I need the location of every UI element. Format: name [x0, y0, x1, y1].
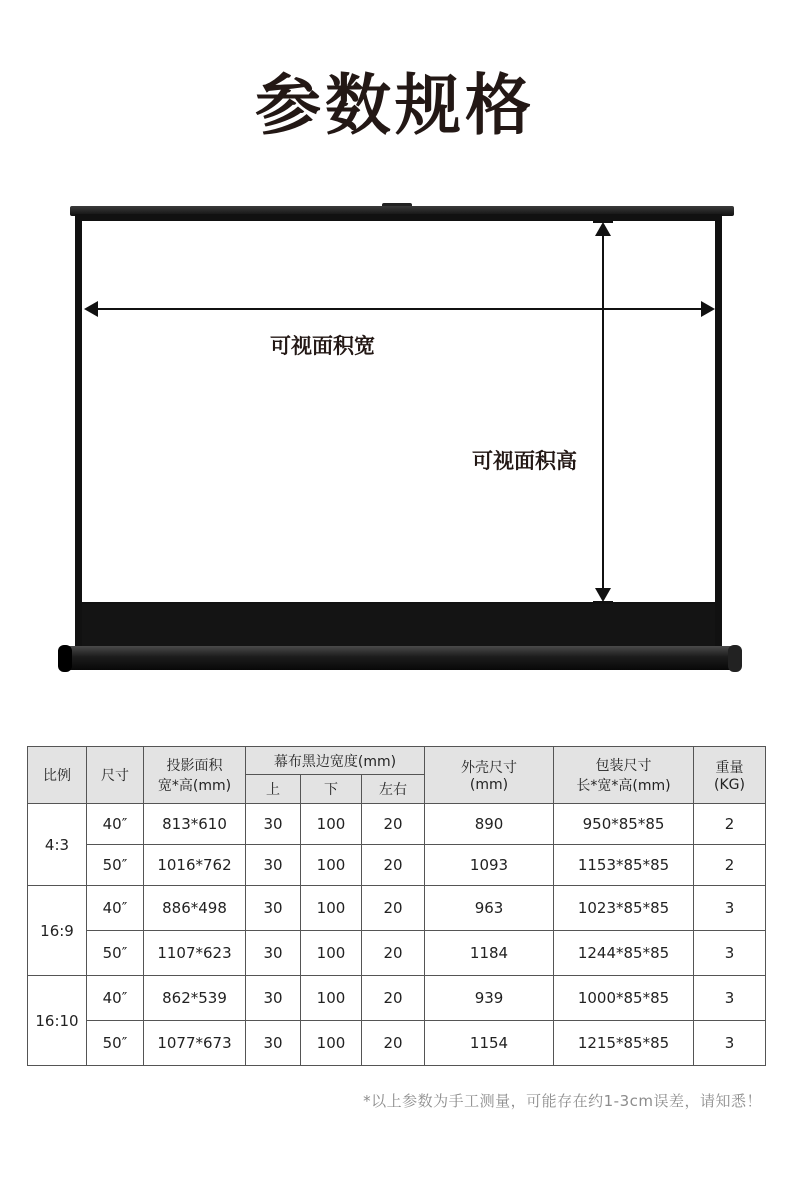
cell-border-top: 30: [246, 804, 301, 845]
cell-shell: 963: [425, 886, 554, 931]
table-row: [28, 1021, 766, 1066]
header-package-size-line2: 长*宽*高(mm): [576, 778, 671, 794]
header-ratio: 比例: [28, 747, 87, 804]
header-projection-area-line1: 投影面积: [166, 758, 223, 774]
cell-size: 50″: [87, 931, 144, 976]
height-arrow-head-bottom: [595, 588, 611, 602]
spec-table: [27, 746, 766, 1066]
cell-area: 1016*762: [144, 845, 246, 886]
cell-size: 40″: [87, 804, 144, 845]
cell-area: 886*498: [144, 886, 246, 931]
cell-package: 950*85*85: [554, 804, 694, 845]
cell-border-bottom: 100: [301, 1021, 362, 1066]
table-row: [28, 886, 766, 931]
header-shell-size-line2: (mm): [469, 777, 509, 793]
header-package-size: [554, 747, 694, 804]
cell-border-sides: 20: [362, 1021, 425, 1066]
header-size: 尺寸: [87, 747, 144, 804]
cell-border-sides: 20: [362, 931, 425, 976]
cell-border-bottom: 100: [301, 845, 362, 886]
cell-border-sides: 20: [362, 886, 425, 931]
header-border-bottom: 下: [301, 775, 362, 804]
table-row: [28, 976, 766, 1021]
header-weight-line2: (KG): [714, 777, 745, 793]
cell-package: 1215*85*85: [554, 1021, 694, 1066]
table-header-row: [28, 747, 766, 775]
cell-area: 1107*623: [144, 931, 246, 976]
width-arrow-head-right: [701, 301, 715, 317]
cell-weight: 3: [694, 976, 766, 1021]
header-border-width: 幕布黑边宽度(mm): [246, 747, 425, 775]
header-border-top: 上: [246, 775, 301, 804]
cell-shell: 890: [425, 804, 554, 845]
table-row: [28, 845, 766, 886]
cell-border-top: 30: [246, 976, 301, 1021]
viewing-height-label: 可视面积高: [472, 449, 577, 473]
cell-border-top: 30: [246, 845, 301, 886]
cell-border-sides: 20: [362, 804, 425, 845]
header-shell-size-line1: 外壳尺寸: [461, 760, 518, 776]
cell-border-top: 30: [246, 1021, 301, 1066]
cell-package: 1023*85*85: [554, 886, 694, 931]
cell-package: 1244*85*85: [554, 931, 694, 976]
cell-ratio: 16:9: [28, 886, 87, 976]
cell-shell: 939: [425, 976, 554, 1021]
header-border-sides: 左右: [362, 775, 425, 804]
cell-package: 1153*85*85: [554, 845, 694, 886]
cell-border-sides: 20: [362, 976, 425, 1021]
header-weight-line1: 重量: [715, 760, 744, 776]
cell-size: 40″: [87, 886, 144, 931]
cell-shell: 1184: [425, 931, 554, 976]
height-arrow-head-top: [595, 222, 611, 236]
table-row: [28, 804, 766, 845]
cell-shell: 1093: [425, 845, 554, 886]
cell-weight: 2: [694, 804, 766, 845]
page-title: 参数规格: [255, 67, 535, 144]
cell-size: 50″: [87, 845, 144, 886]
cell-weight: 3: [694, 886, 766, 931]
cell-weight: 3: [694, 931, 766, 976]
header-package-size-line1: 包装尺寸: [595, 758, 652, 774]
cell-ratio: 16:10: [28, 976, 87, 1066]
cell-package: 1000*85*85: [554, 976, 694, 1021]
cell-border-top: 30: [246, 931, 301, 976]
header-projection-area: [144, 747, 246, 804]
header-projection-area-line2: 宽*高(mm): [157, 778, 232, 794]
cell-border-bottom: 100: [301, 976, 362, 1021]
cell-border-bottom: 100: [301, 931, 362, 976]
cell-size: 50″: [87, 1021, 144, 1066]
cell-area: 1077*673: [144, 1021, 246, 1066]
cell-shell: 1154: [425, 1021, 554, 1066]
cell-area: 813*610: [144, 804, 246, 845]
cell-border-bottom: 100: [301, 804, 362, 845]
header-shell-size: [425, 747, 554, 804]
measurement-disclaimer: *以上参数为手工测量，可能存在约1-3cm误差，请知悉！: [363, 1092, 762, 1110]
cell-border-sides: 20: [362, 845, 425, 886]
viewing-width-label: 可视面积宽: [270, 334, 375, 358]
cell-weight: 2: [694, 845, 766, 886]
cell-border-bottom: 100: [301, 886, 362, 931]
cell-weight: 3: [694, 1021, 766, 1066]
table-row: [28, 931, 766, 976]
cell-border-top: 30: [246, 886, 301, 931]
width-arrow-head-left: [84, 301, 98, 317]
cell-area: 862*539: [144, 976, 246, 1021]
cell-size: 40″: [87, 976, 144, 1021]
cell-ratio: 4:3: [28, 804, 87, 886]
header-weight: [694, 747, 766, 804]
